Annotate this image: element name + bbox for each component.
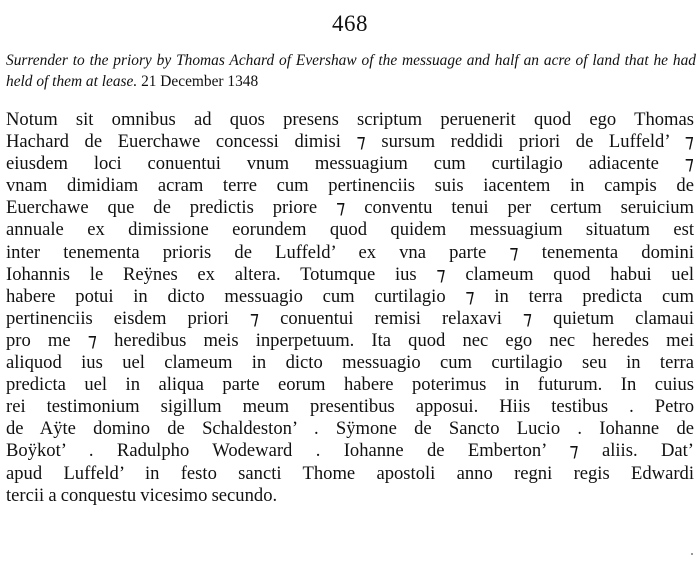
text-line: vnam dimidiam acram terre cum pertinenciis suis iacentem in campis de xyxy=(6,175,694,197)
text-line: Hachard de Euerchawe concessi dimisi ⁊ sursum reddidi priori de Luffeld’ ⁊ xyxy=(6,131,694,153)
text-line: Notum sit omnibus ad quos presens scriptum peruenerit quod ego Thomas xyxy=(6,109,694,130)
text-line: pro me ⁊ heredibus meis inperpetuum. Ita quod nec ego nec heredes mei xyxy=(6,329,694,351)
text-line: pertinenciis eisdem priori ⁊ conuentui remisi relaxavi ⁊ quietum clamaui xyxy=(6,307,694,329)
heading-summary: Surrender to the priory by Thomas Achard of Evershaw of the messuage and half an acre of land that he had held of them at lease. xyxy=(6,52,696,90)
text-line: annuale ex dimissione eorundem quod quidem messuagium situatum est xyxy=(6,219,694,241)
text-line: habere potui in dicto messuagio cum curtilagio ⁊ in terra predicta cum xyxy=(6,285,694,307)
text-line: Euerchawe que de predictis priore ⁊ conventu tenui per certum seruicium xyxy=(6,197,694,219)
text-line: inter tenementa prioris de Luffeld’ ex vna parte ⁊ tenementa domini xyxy=(6,241,694,263)
text-line: rei testimonium sigillum meum presentibus apposui. Hiis testibus . Petro xyxy=(6,396,694,418)
text-line: apud Luffeld’ in festo sancti Thome apostoli anno regni regis Edwardi xyxy=(6,462,694,484)
text-line: tercii a conquestu vicesimo secundo. xyxy=(6,484,278,506)
text-line: Boÿkot’ . Radulpho Wodeward . Iohanne de Emberton’ ⁊ aliis. Dat’ xyxy=(6,440,694,462)
heading-date: 21 December 1348 xyxy=(137,73,259,90)
text-line: de Aÿte domino de Schaldeston’ . Sÿmone de Sancto Lucio . Iohanne de xyxy=(6,418,694,440)
text-line: aliquod ius uel clameum in dicto messuagio cum curtilagio seu in terra xyxy=(6,352,694,374)
print-speck xyxy=(691,553,693,555)
text-line: predicta uel in aliqua parte eorum habere poterimus in futurum. In cuius xyxy=(6,374,694,396)
document-heading xyxy=(6,50,696,92)
text-line: eiusdem loci conuentui vnum messuagium cum curtilagio adiacente ⁊ xyxy=(6,153,694,175)
charter-text xyxy=(6,109,694,507)
text-line: Iohannis le Reÿnes ex altera. Totumque ius ⁊ clameum quod habui uel xyxy=(6,263,694,285)
document-number: 468 xyxy=(332,11,368,36)
